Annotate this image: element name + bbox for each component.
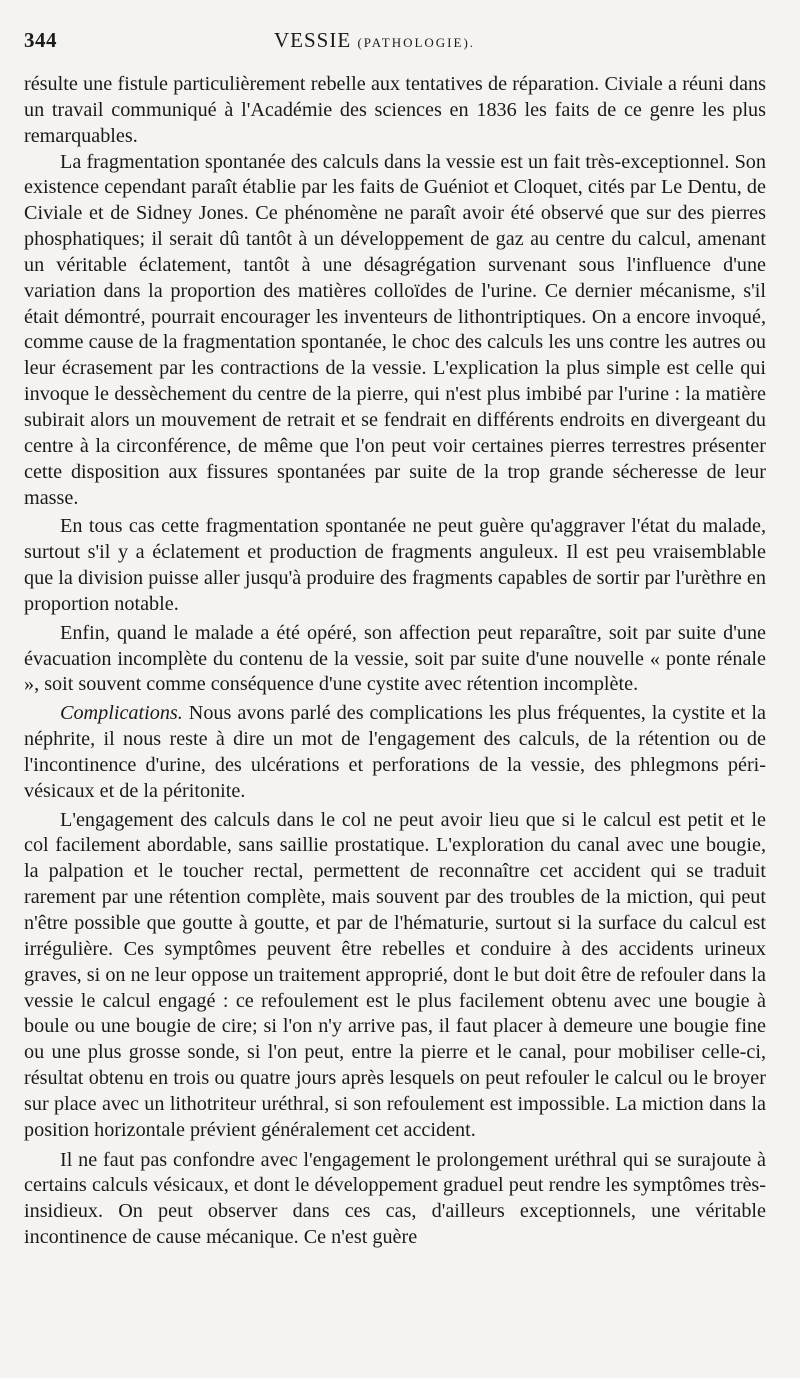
paragraph-5-text: Nous avons parlé des complications les plus fréquentes, la cystite et la néphrite, il nous reste à dire un mot de l'engagement des calculs, de la rétention ou de l'incontinence d'urine, des ulcérations et perforations de la vessie, des phlegmons péri-vésicaux et de la péritonite.	[24, 702, 766, 802]
paragraph-3: En tous cas cette fragmentation spontanée ne peut guère qu'aggraver l'état du malade, surtout s'il y a éclatement et production de fragments anguleux. Il est peu vraisemblable que la division puisse aller jusqu'à produire des fragments capables de sortir par l'urèthre en proportion notable.	[24, 515, 766, 615]
paragraph-2: La fragmentation spontanée des calculs dans la vessie est un fait très-exceptionnel. Son existence cependant paraît établie par les faits de Guéniot et Cloquet, cités par Le Dentu, de Civiale et de Sidney Jones. Ce phénomène ne paraît avoir été observé que sur des pierres phosphatiques; il serait dû tantôt à un développement de gaz au centre du calcul, amenant un véritable éclatement, tantôt à une désagrégation survenant sous l'influence d'une variation dans la proportion des matières colloïdes de l'urine. Ce dernier mécanisme, s'il était démontré, pourrait encourager les inventeurs de lithontriptiques. On a encore invoqué, comme cause de la fragmentation spontanée, le choc des calculs les uns contre les autres ou leur écrasement par les contractions de la vessie. L'explication la plus simple est celle qui invoque le dessèchement du centre de la pierre, qui n'est plus imbibé par l'urine : la matière subirait alors un mouvement de retrait et se fendrait en différents endroits en divergeant du centre à la circonférence, de même que l'on peut voir certaines pierres terrestres présenter cette disposition aux fissures spontanées par suite de la trop grande sécheresse de leur masse.	[24, 150, 766, 509]
running-title	[274, 28, 475, 53]
running-title-main: VESSIE	[274, 28, 352, 52]
running-title-sub: (PATHOLOGIE).	[357, 35, 476, 50]
section-lead-complications: Complications.	[60, 702, 183, 725]
paragraph-7: Il ne faut pas confondre avec l'engagement le prolongement uréthral qui se surajoute à certains calculs vésicaux, et dont le développement graduel peut rendre les symptômes très-insidieux. On peut observer dans ces cas, d'ailleurs exceptionnels, une véritable incontinence de cause mécanique. Ce n'est guère	[24, 1148, 766, 1249]
paragraph-complications	[24, 701, 766, 804]
body-text	[24, 72, 766, 1251]
paragraph-1: résulte une fistule particulièrement rebelle aux tentatives de réparation. Civiale a réuni dans un travail communiqué à l'Académie des sciences en 1836 les faits de ce genre les plus remarquables.	[24, 73, 766, 147]
running-header	[24, 28, 766, 72]
paragraph-4: Enfin, quand le malade a été opéré, son affection peut reparaître, soit par suite d'une évacuation incomplète du contenu de la vessie, soit par suite d'une nouvelle « ponte rénale », soit souvent comme conséquence d'une cystite avec rétention incomplète.	[24, 621, 766, 696]
page-number: 344	[24, 28, 57, 52]
paragraph-6: L'engagement des calculs dans le col ne peut avoir lieu que si le calcul est petit et le col facilement abordable, sans saillie prostatique. L'exploration du canal avec une bougie, la palpation et le toucher rectal, permettent de reconnaître cet accident qui se traduit rarement par une rétention complète, mais souvent par des troubles de la miction, qui peut n'être possible que goutte à goutte, et par de l'hématurie, surtout si la surface du calcul est irrégulière. Ces symptômes peuvent être rebelles et conduire à des accidents urineux graves, si on ne leur oppose un traitement approprié, dont le but doit être de refouler dans la vessie le calcul engagé : ce refoulement est le plus facilement obtenu avec une bougie à boule ou une bougie de cire; si l'on n'y arrive pas, il faut placer à demeure une bougie fine ou une plus grosse sonde, si l'on peut, entre la pierre et le canal, pour mobiliser celle-ci, résultat obtenu en trois ou quatre jours après lesquels on peut refouler le calcul ou le broyer sur place avec un lithotriteur uréthral, si son refoulement est impossible. La miction dans la position horizontale prévient généralement cet accident.	[24, 808, 766, 1141]
